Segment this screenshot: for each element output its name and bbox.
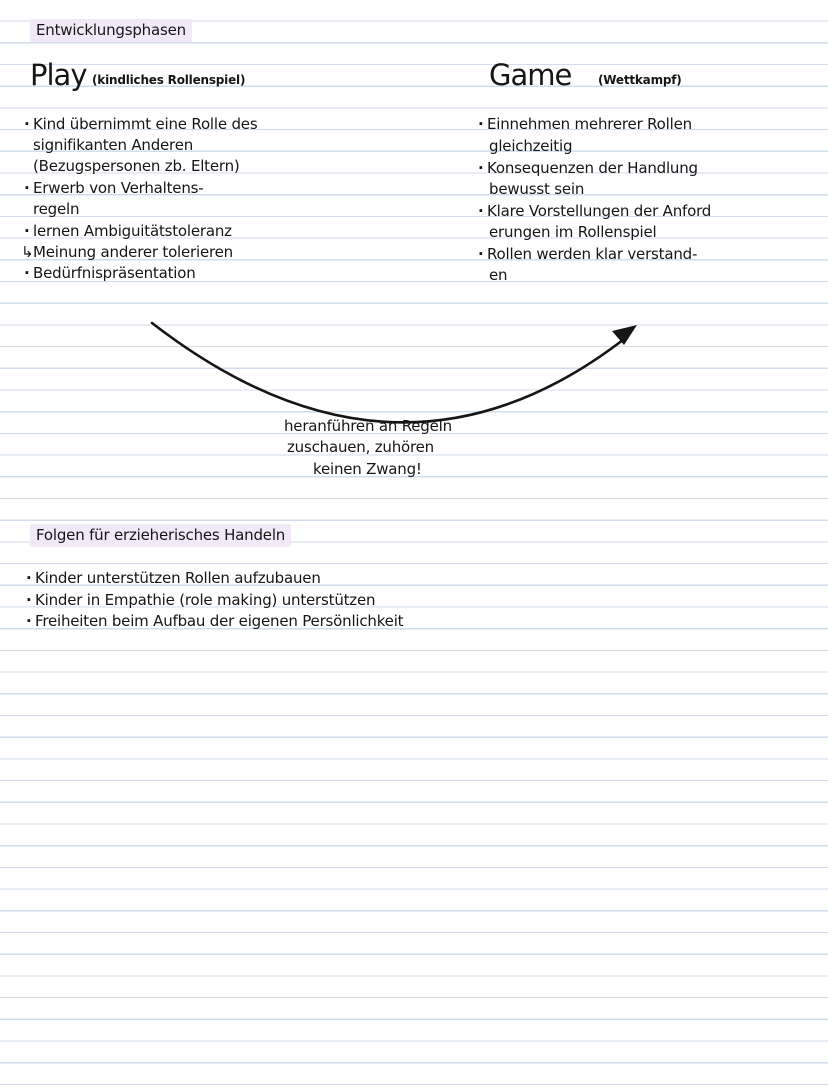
sub-arrow-icon: ↳: [21, 243, 34, 261]
play-item: · Kind übernimmt eine Rolle des: [24, 115, 258, 133]
game-item-continued: gleichzeitig: [489, 137, 573, 155]
game-heading: Game: [489, 58, 572, 92]
transition-arrow-curve: [152, 323, 628, 422]
play-item: · lernen Ambiguitätstoleranz: [24, 222, 232, 240]
game-item-continued: bewusst sein: [489, 180, 585, 198]
transition-line: heranführen an Regeln: [284, 417, 452, 435]
play-item-continued: signifikanten Anderen: [33, 136, 194, 154]
consequences-heading: Folgen für erzieherisches Handeln: [30, 528, 291, 543]
game-item: · Konsequenzen der Handlung: [478, 159, 698, 177]
play-subtitle: (kindliches Rollenspiel): [92, 73, 246, 87]
play-item-continued: (Bezugspersonen zb. Eltern): [33, 157, 240, 175]
page-title: Entwicklungsphasen: [30, 23, 192, 38]
game-item-continued: erungen im Rollenspiel: [489, 223, 657, 241]
play-item: · Bedürfnispräsentation: [24, 264, 196, 282]
game-item: · Rollen werden klar verstand-: [478, 245, 698, 263]
play-heading: Play: [30, 58, 87, 92]
arrowhead-icon: [612, 325, 637, 345]
consequence-item: · Kinder in Empathie (role making) unterstützen: [26, 591, 376, 609]
game-item-continued: en: [489, 266, 508, 284]
game-subtitle: (Wettkampf): [598, 73, 682, 87]
consequence-item: · Kinder unterstützen Rollen aufzubauen: [26, 569, 321, 587]
game-item: · Einnehmen mehrerer Rollen: [478, 115, 692, 133]
consequence-item: · Freiheiten beim Aufbau der eigenen Persönlichkeit: [26, 612, 404, 630]
game-item: · Klare Vorstellungen der Anford: [478, 202, 712, 220]
transition-line: zuschauen, zuhören: [287, 438, 434, 456]
play-item: · Erwerb von Verhaltens-: [24, 179, 204, 197]
transition-line: keinen Zwang!: [313, 460, 422, 478]
play-item-continued: regeln: [33, 200, 80, 218]
play-item-sub: ↳Meinung anderer tolerieren: [21, 243, 233, 261]
